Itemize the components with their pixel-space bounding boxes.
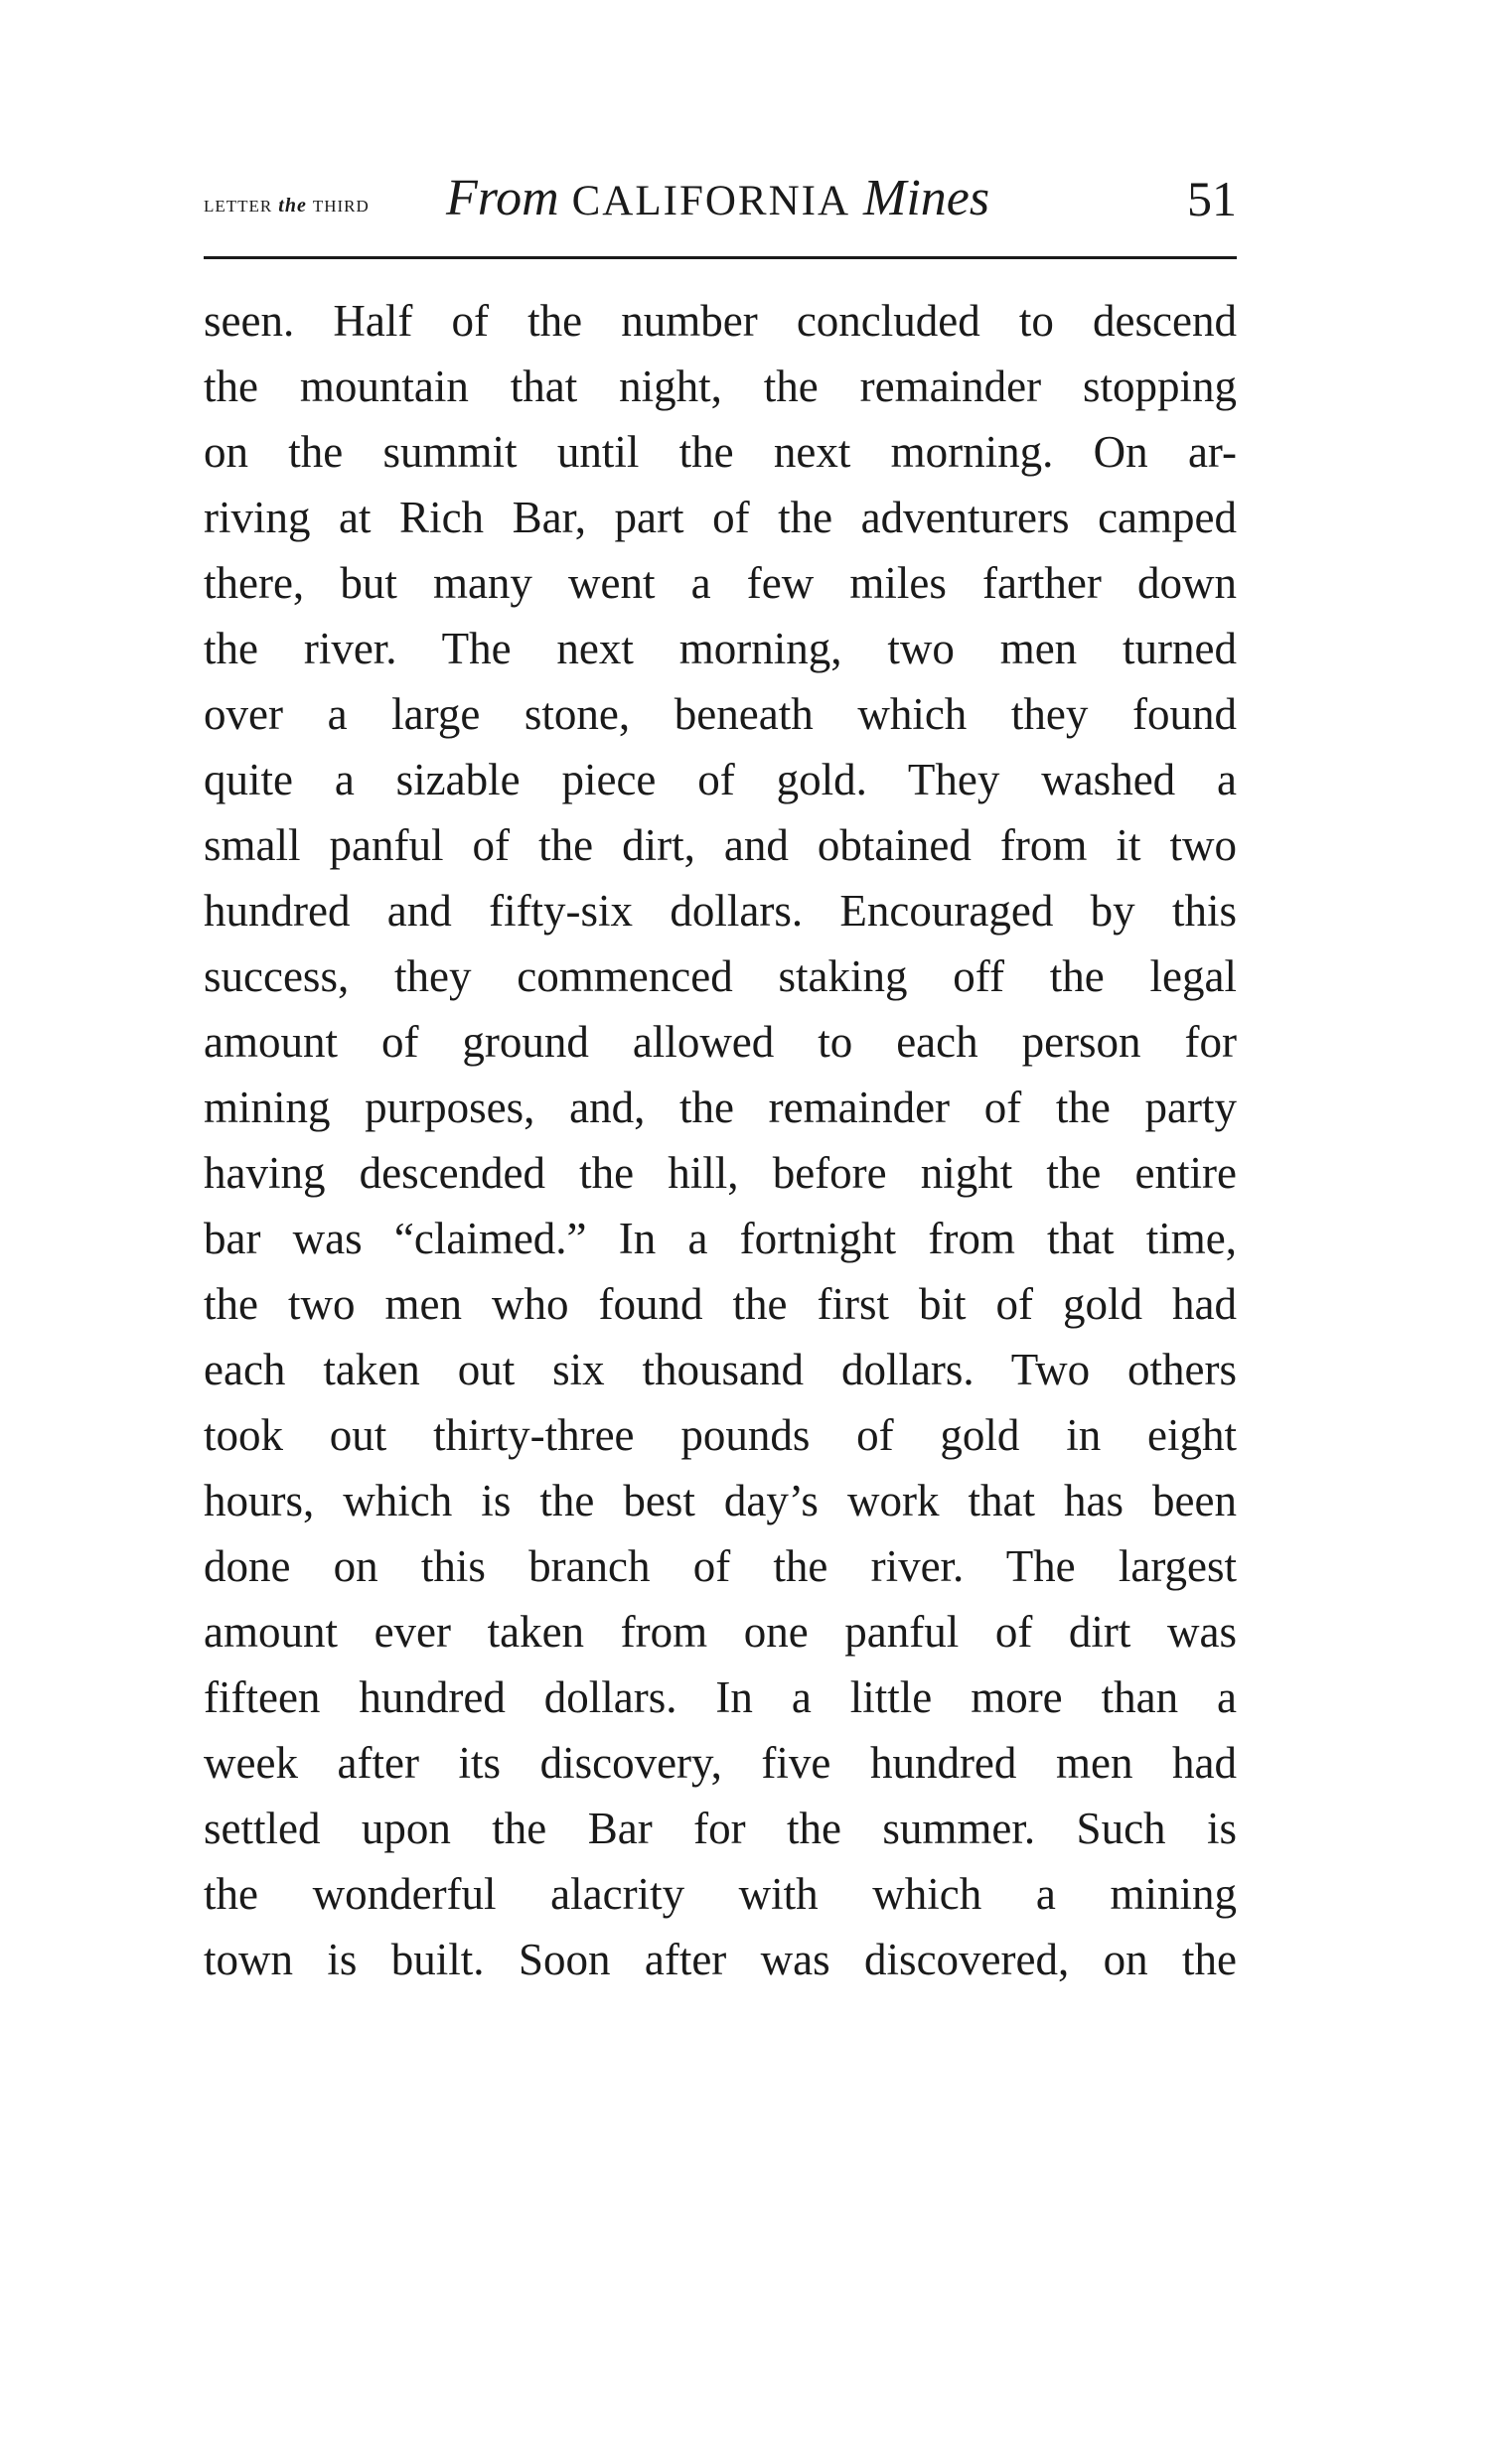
text-line: over a large stone, beneath which they found: [204, 689, 1237, 739]
text-line: the mountain that night, the remainder stopping: [204, 362, 1237, 411]
text-line: bar was “claimed.” In a fortnight from that time,: [204, 1214, 1237, 1263]
text-line: the wonderful alacrity with which a mining: [204, 1869, 1237, 1919]
text-line: done on this branch of the river. The largest: [204, 1541, 1237, 1591]
running-head-title-mines: Mines: [863, 170, 990, 226]
header-rule: [204, 256, 1237, 259]
text-line: quite a sizable piece of gold. They washed a: [204, 755, 1237, 804]
text-line: the two men who found the first bit of gold had: [204, 1279, 1237, 1329]
running-head-letter-number: THIRD: [312, 197, 370, 216]
text-line: hundred and fifty-six dollars. Encouraged by this: [204, 886, 1237, 936]
text-line: took out thirty-three pounds of gold in eight: [204, 1410, 1237, 1460]
text-line: amount ever taken from one panful of dirt was: [204, 1607, 1237, 1657]
running-head: [204, 167, 1237, 246]
text-line: each taken out six thousand dollars. Two others: [204, 1345, 1237, 1394]
text-line: town is built. Soon after was discovered, on the: [204, 1935, 1237, 1984]
text-line: settled upon the Bar for the summer. Such is: [204, 1804, 1237, 1853]
running-head-title-from: From: [446, 170, 559, 226]
running-head-letter-article: the: [278, 195, 307, 217]
running-head-letter: [204, 195, 370, 217]
text-line: success, they commenced staking off the legal: [204, 951, 1237, 1001]
body-text: [204, 288, 1237, 1992]
text-line: week after its discovery, five hundred men had: [204, 1738, 1237, 1788]
text-line: amount of ground allowed to each person for: [204, 1017, 1237, 1067]
running-head-title-california: CALIFORNIA: [571, 178, 851, 224]
running-head-letter-label: LETTER: [204, 197, 273, 216]
text-line: having descended the hill, before night the entire: [204, 1148, 1237, 1198]
text-line: seen. Half of the number concluded to descend: [204, 296, 1237, 346]
text-line: on the summit until the next morning. On ar-: [204, 427, 1237, 477]
text-line: riving at Rich Bar, part of the adventurers camped: [204, 493, 1237, 542]
text-line: there, but many went a few miles farther down: [204, 558, 1237, 608]
text-line: fifteen hundred dollars. In a little more than a: [204, 1672, 1237, 1722]
text-line: the river. The next morning, two men turned: [204, 624, 1237, 673]
page-number: 51: [1187, 171, 1237, 226]
text-line: mining purposes, and, the remainder of the party: [204, 1083, 1237, 1132]
text-line: hours, which is the best day’s work that has been: [204, 1476, 1237, 1525]
text-line: small panful of the dirt, and obtained from it two: [204, 820, 1237, 870]
running-head-title: [446, 167, 989, 233]
